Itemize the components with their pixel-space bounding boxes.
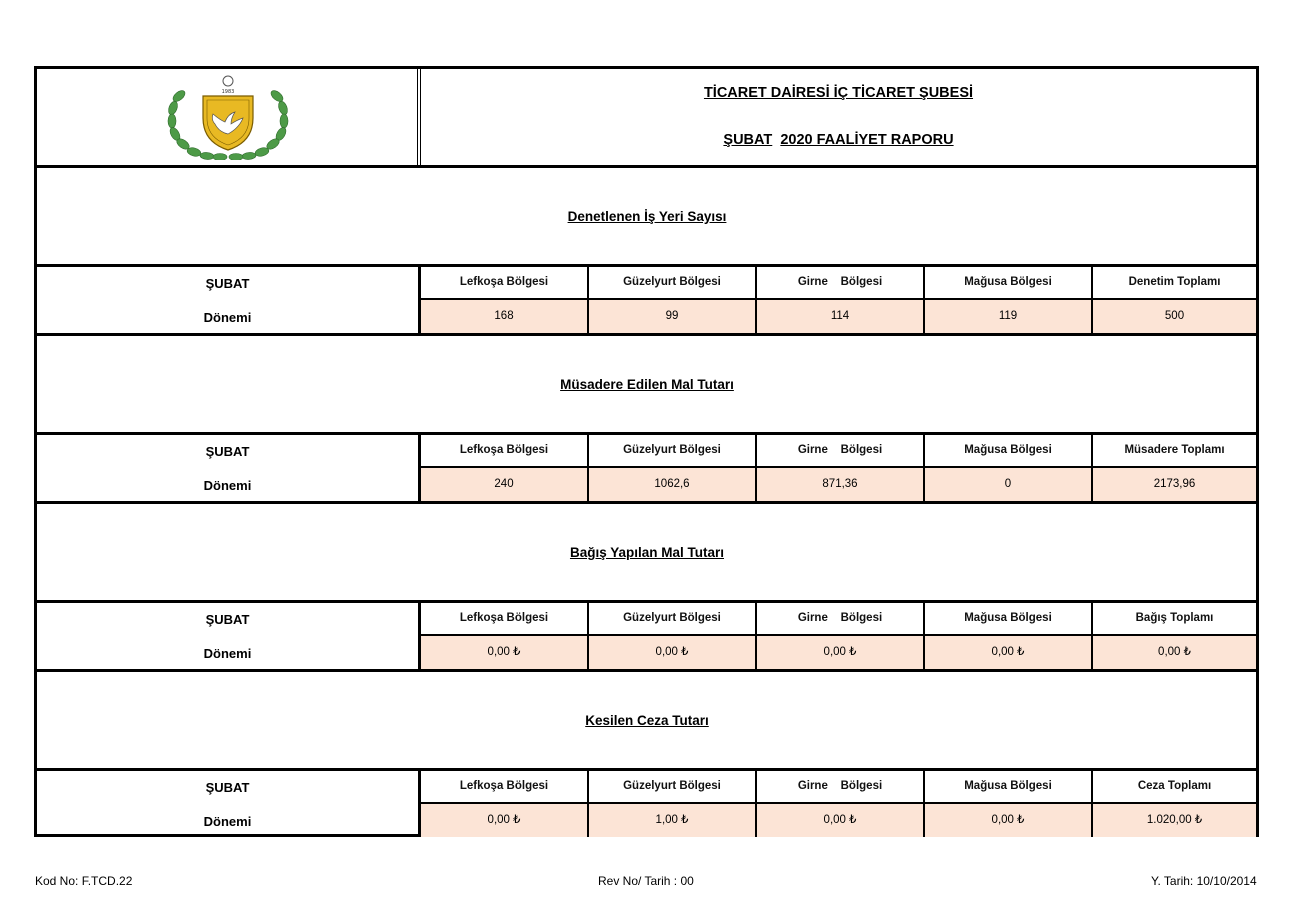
column-header: Denetim Toplamı: [1093, 267, 1256, 300]
section-title: Kesilen Ceza Tutarı: [585, 713, 709, 728]
section-table: [37, 603, 1256, 672]
period-label: Dönemi: [203, 646, 252, 661]
region-column: [925, 267, 1093, 333]
logo-cell: [37, 69, 421, 165]
section-table: [37, 435, 1256, 504]
period-month: ŞUBAT: [205, 276, 250, 291]
column-value: 168: [421, 300, 587, 333]
column-value: 99: [589, 300, 755, 333]
column-value: 871,36: [757, 468, 923, 501]
region-column: [421, 771, 589, 837]
report-header: [37, 69, 1256, 168]
section-header: [37, 504, 1256, 603]
column-header: Lefkoşa Bölgesi: [421, 267, 587, 300]
region-column: [757, 603, 925, 669]
svg-text:1983: 1983: [221, 89, 235, 95]
column-header: Ceza Toplamı: [1093, 771, 1256, 804]
section-fines: [37, 672, 1256, 840]
column-header: Lefkoşa Bölgesi: [421, 435, 587, 468]
period-label: Dönemi: [203, 814, 252, 829]
department-title: TİCARET DAİRESİ İÇ TİCARET ŞUBESİ: [703, 85, 974, 101]
report-month: ŞUBAT: [723, 132, 773, 148]
column-header: Güzelyurt Bölgesi: [589, 267, 755, 300]
section-title: Denetlenen İş Yeri Sayısı: [567, 209, 727, 224]
column-value: 1.020,00 ₺: [1093, 804, 1256, 837]
header-title-cell: [421, 69, 1256, 165]
column-header: Bağış Toplamı: [1093, 603, 1256, 636]
column-value: 2173,96: [1093, 468, 1256, 501]
section-header: [37, 336, 1256, 435]
column-value: 0: [925, 468, 1091, 501]
period-cell: [37, 771, 421, 837]
period-cell: [37, 435, 421, 501]
region-column: [925, 435, 1093, 501]
section-title: Müsadere Edilen Mal Tutarı: [560, 377, 734, 392]
footer-code: Kod No: F.TCD.22: [35, 874, 133, 888]
column-value: 0,00 ₺: [421, 636, 587, 669]
report-title: [421, 132, 1256, 148]
period-label: Dönemi: [203, 478, 252, 493]
column-value: 114: [757, 300, 923, 333]
region-column: [589, 267, 757, 333]
column-value: 0,00 ₺: [925, 636, 1091, 669]
column-value: 1,00 ₺: [589, 804, 755, 837]
column-header: Lefkoşa Bölgesi: [421, 771, 587, 804]
section-inspections: [37, 168, 1256, 336]
column-header: Güzelyurt Bölgesi: [589, 435, 755, 468]
column-header: Güzelyurt Bölgesi: [589, 771, 755, 804]
column-value: 0,00 ₺: [925, 804, 1091, 837]
section-table: [37, 771, 1256, 837]
footer-date: Y. Tarih: 10/10/2014: [1151, 874, 1257, 888]
section-header: [37, 168, 1256, 267]
column-header: Müsadere Toplamı: [1093, 435, 1256, 468]
region-column: [421, 603, 589, 669]
column-header: Girne Bölgesi: [757, 267, 923, 300]
total-column: [1093, 771, 1256, 837]
column-value: 1062,6: [589, 468, 755, 501]
column-value: 0,00 ₺: [1093, 636, 1256, 669]
region-column: [757, 771, 925, 837]
region-column: [421, 435, 589, 501]
column-value: 0,00 ₺: [757, 636, 923, 669]
column-header: Mağusa Bölgesi: [925, 267, 1091, 300]
total-column: [1093, 603, 1256, 669]
period-label: Dönemi: [203, 310, 252, 325]
region-column: [757, 267, 925, 333]
column-value: 0,00 ₺: [589, 636, 755, 669]
column-header: Mağusa Bölgesi: [925, 435, 1091, 468]
column-header: Güzelyurt Bölgesi: [589, 603, 755, 636]
column-header: Lefkoşa Bölgesi: [421, 603, 587, 636]
section-confiscations: [37, 336, 1256, 504]
period-month: ŞUBAT: [205, 444, 250, 459]
column-header: Girne Bölgesi: [757, 435, 923, 468]
period-month: ŞUBAT: [205, 780, 250, 795]
column-value: 0,00 ₺: [757, 804, 923, 837]
state-emblem-icon: [165, 74, 291, 160]
footer-revision: Rev No/ Tarih : 00: [598, 874, 694, 888]
column-value: 500: [1093, 300, 1256, 333]
section-title: Bağış Yapılan Mal Tutarı: [569, 545, 725, 560]
region-column: [421, 267, 589, 333]
column-header: Girne Bölgesi: [757, 771, 923, 804]
column-value: 119: [925, 300, 1091, 333]
period-cell: [37, 603, 421, 669]
region-column: [925, 603, 1093, 669]
report-year-title: 2020 FAALİYET RAPORU: [780, 132, 954, 148]
column-value: 0,00 ₺: [421, 804, 587, 837]
report-sheet: [34, 66, 1259, 837]
section-donations: [37, 504, 1256, 672]
region-column: [925, 771, 1093, 837]
total-column: [1093, 267, 1256, 333]
column-header: Mağusa Bölgesi: [925, 603, 1091, 636]
column-header: Mağusa Bölgesi: [925, 771, 1091, 804]
region-column: [757, 435, 925, 501]
section-table: [37, 267, 1256, 336]
column-value: 240: [421, 468, 587, 501]
region-column: [589, 603, 757, 669]
total-column: [1093, 435, 1256, 501]
section-header: [37, 672, 1256, 771]
period-cell: [37, 267, 421, 333]
period-month: ŞUBAT: [205, 612, 250, 627]
region-column: [589, 435, 757, 501]
region-column: [589, 771, 757, 837]
column-header: Girne Bölgesi: [757, 603, 923, 636]
